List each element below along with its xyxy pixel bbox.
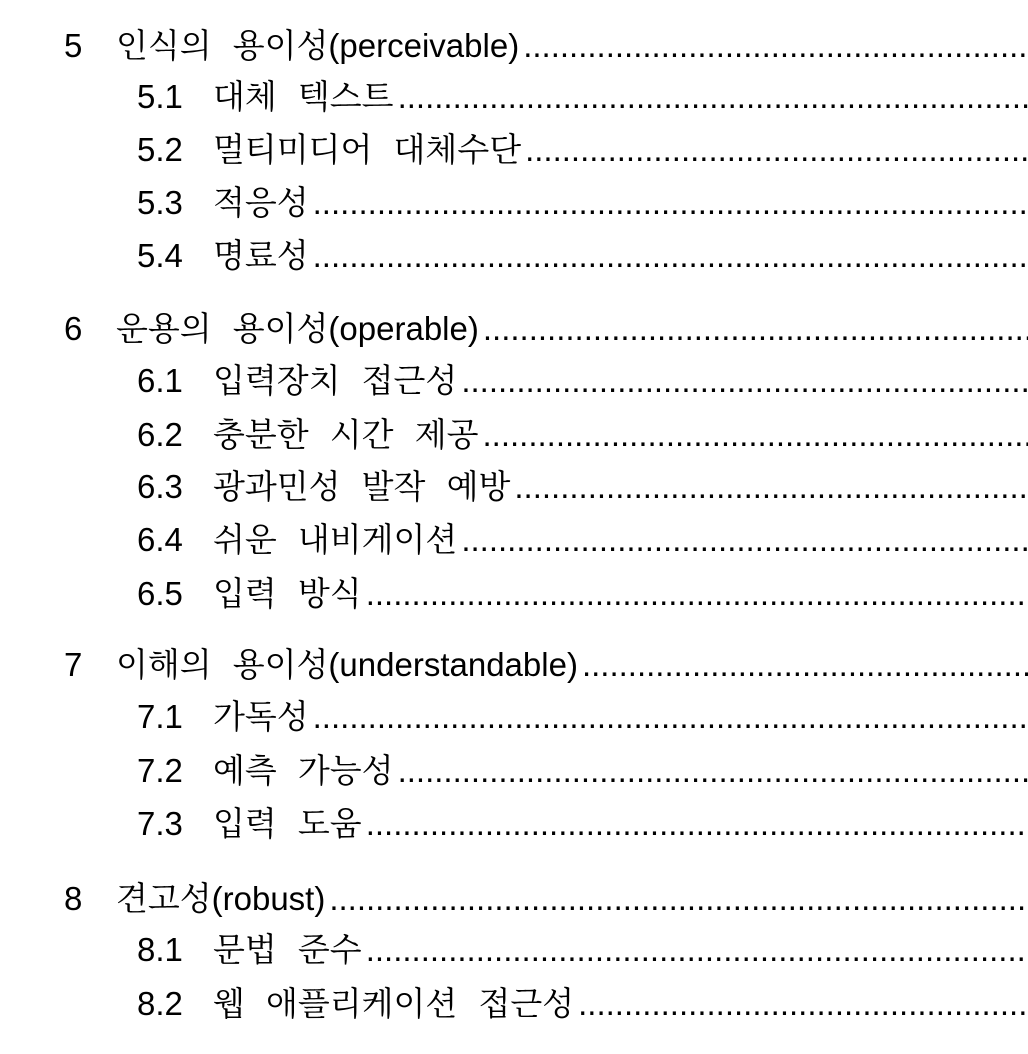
section-title: 가독성 xyxy=(213,700,313,733)
dot-leader xyxy=(483,312,1028,345)
chapter-title: 견고성(robust) xyxy=(116,882,329,915)
section-title: 충분한 시간 제공 xyxy=(213,418,482,451)
section-number: 6.4 xyxy=(137,520,183,558)
dot-leader xyxy=(461,364,1028,397)
section-title: 명료성 xyxy=(213,239,313,272)
toc-section-5-4[interactable] xyxy=(0,227,1028,283)
chapter-number: 5 xyxy=(64,26,83,64)
dot-leader xyxy=(461,523,1028,556)
dot-leader xyxy=(313,700,1028,733)
dot-leader xyxy=(523,29,1028,62)
chapter-title-row xyxy=(116,879,1028,917)
chapter-number: 7 xyxy=(64,645,83,683)
toc-chapter-5[interactable] xyxy=(0,17,1028,73)
chapter-title-row xyxy=(116,645,1028,683)
dot-leader xyxy=(398,80,1028,113)
chapter-title: 이해의 용이성(understandable) xyxy=(116,648,582,681)
toc-section-8-2[interactable] xyxy=(0,975,1028,1031)
section-title-row xyxy=(213,930,1028,968)
chapter-number: 6 xyxy=(64,309,83,347)
section-title: 쉬운 내비게이션 xyxy=(213,523,461,556)
toc-section-7-2[interactable] xyxy=(0,742,1028,798)
chapter-number: 8 xyxy=(64,879,83,917)
section-title-row xyxy=(213,984,1028,1022)
section-number: 7.3 xyxy=(137,804,183,842)
section-title: 광과민성 발작 예방 xyxy=(213,470,514,503)
dot-leader xyxy=(313,186,1028,219)
dot-leader xyxy=(578,987,1028,1020)
section-title-row xyxy=(213,183,1028,221)
section-title: 웹 애플리케이션 접근성 xyxy=(213,987,578,1020)
section-number: 6.1 xyxy=(137,361,183,399)
section-title-row xyxy=(213,697,1028,735)
dot-leader xyxy=(329,882,1028,915)
dot-leader xyxy=(366,807,1028,840)
section-title-row xyxy=(213,751,1028,789)
section-title: 입력 방식 xyxy=(213,577,366,610)
toc-section-6-1[interactable] xyxy=(0,352,1028,408)
section-title-row xyxy=(213,467,1028,505)
dot-leader xyxy=(398,754,1028,787)
chapter-title-row xyxy=(116,26,1028,64)
toc-section-6-3[interactable] xyxy=(0,458,1028,514)
toc-chapter-8[interactable] xyxy=(0,870,1028,926)
section-number: 7.2 xyxy=(137,751,183,789)
section-title: 적응성 xyxy=(213,186,313,219)
toc-section-6-5[interactable] xyxy=(0,565,1028,621)
toc-chapter-7[interactable] xyxy=(0,636,1028,692)
toc-chapter-6[interactable] xyxy=(0,300,1028,356)
dot-leader xyxy=(525,133,1028,166)
chapter-title: 운용의 용이성(operable) xyxy=(116,312,483,345)
toc-section-7-3[interactable] xyxy=(0,795,1028,851)
toc-section-7-1[interactable] xyxy=(0,688,1028,744)
section-title-row xyxy=(213,520,1028,558)
section-title: 입력장치 접근성 xyxy=(213,364,461,397)
section-number: 6.5 xyxy=(137,574,183,612)
toc-section-5-3[interactable] xyxy=(0,174,1028,230)
section-number: 5.3 xyxy=(137,183,183,221)
section-number: 5.1 xyxy=(137,77,183,115)
dot-leader xyxy=(313,239,1028,272)
section-number: 5.4 xyxy=(137,236,183,274)
toc-section-6-2[interactable] xyxy=(0,406,1028,462)
section-title-row xyxy=(213,130,1028,168)
chapter-title: 인식의 용이성(perceivable) xyxy=(116,29,523,62)
section-title-row xyxy=(213,361,1028,399)
section-title: 입력 도움 xyxy=(213,807,366,840)
section-title: 문법 준수 xyxy=(213,933,366,966)
section-title: 멀티미디어 대체수단 xyxy=(213,133,525,166)
section-title-row xyxy=(213,574,1028,612)
toc-section-6-4[interactable] xyxy=(0,511,1028,567)
section-number: 7.1 xyxy=(137,697,183,735)
dot-leader xyxy=(482,418,1028,451)
toc-section-5-1[interactable] xyxy=(0,68,1028,124)
section-number: 5.2 xyxy=(137,130,183,168)
dot-leader xyxy=(582,648,1028,681)
section-number: 6.2 xyxy=(137,415,183,453)
dot-leader xyxy=(514,470,1028,503)
section-number: 6.3 xyxy=(137,467,183,505)
section-title-row xyxy=(213,236,1028,274)
toc-section-5-2[interactable] xyxy=(0,121,1028,177)
section-title-row xyxy=(213,77,1028,115)
dot-leader xyxy=(366,577,1028,610)
dot-leader xyxy=(366,933,1028,966)
chapter-title-row xyxy=(116,309,1028,347)
section-title-row xyxy=(213,415,1028,453)
section-title-row xyxy=(213,804,1028,842)
section-title: 예측 가능성 xyxy=(213,754,398,787)
section-number: 8.2 xyxy=(137,984,183,1022)
section-number: 8.1 xyxy=(137,930,183,968)
toc-section-8-1[interactable] xyxy=(0,921,1028,977)
section-title: 대체 텍스트 xyxy=(213,80,398,113)
